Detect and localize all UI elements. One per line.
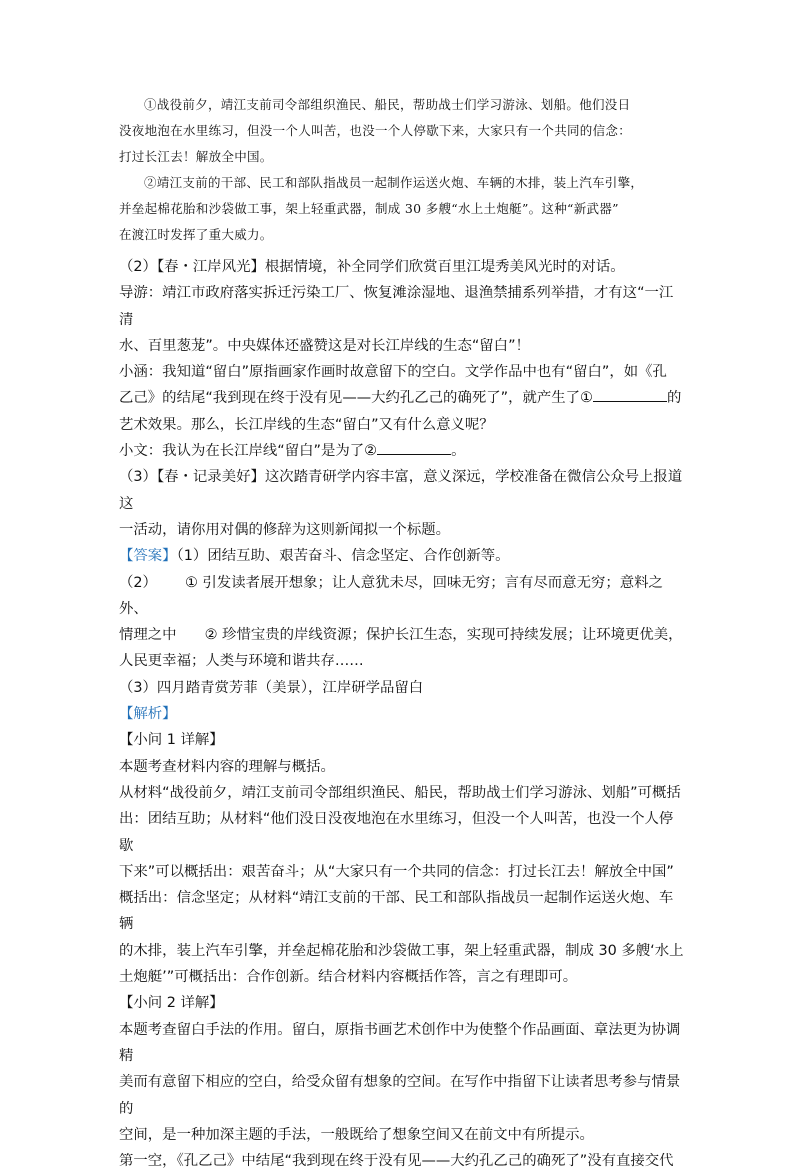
answer-line-1 [119, 543, 685, 569]
analysis-1-line-6: 的木排，装上汽车引擎，并垒起棉花胎和沙袋做工事，架上轻重武器，制成 30 多艘‘水上 [119, 942, 684, 959]
guide-line-1: 导游：靖江市政府落实拆迁污染工厂、恢复滩涂湿地、退渔禁捕系列举措，才有这“一江清 [119, 285, 674, 328]
question-3-line-2: 一活动，请你用对偶的修辞为这则新闻拟一个标题。 [119, 521, 450, 538]
xiaohan-line-3: 艺术效果。那么，长江岸线的生态“留白”又有什么意义呢？ [119, 416, 494, 433]
answer-2-part-1-end: 情理之中 [119, 627, 177, 644]
answer-3: （3）四月踏青赏芳菲（美景），江岸研学品留白 [119, 679, 424, 696]
analysis-1-line-7: 土炮艇’”可概括出：合作创新。结合材料内容概括作答，言之有理即可。 [119, 969, 578, 986]
material-excerpt [119, 92, 679, 248]
answer-2-line-3: 人民更幸福；人类与环境和谐共存…… [119, 653, 364, 670]
xiaowen-end: 。 [451, 443, 466, 460]
analysis-sub-2-heading: 【小问 2 详解】 [119, 995, 224, 1012]
analysis-1-line-1: 本题考查材料内容的理解与概括。 [119, 758, 335, 775]
xiaowen-text: 小文：我认为在长江岸线“留白”是为了② [119, 443, 378, 460]
analysis-label: 【解析】 [119, 706, 177, 723]
analysis-1-line-5: 概括出：信念坚定；从材料“靖江支前的干部、民工和部队指战员一起制作运送火炮、车辆 [119, 890, 674, 933]
analysis-2-line-3: 空间，是一种加深主题的手法，一般既给了想象空间又在前文中有所提示。 [119, 1126, 594, 1143]
analysis-2-line-2: 美而有意留下相应的空白，给受众留有想象的空间。在写作中指留下让读者思考参与情景的 [119, 1074, 681, 1117]
question-and-answer-body [119, 254, 685, 1174]
analysis-2-line-4: 第一空，《孔乙己》中结尾“我到现在终于没有见——大约孔乙己的确死了”没有直接交代 [119, 1153, 674, 1170]
answer-label: 【答案】 [119, 548, 177, 565]
analysis-1-line-2: 从材料“战役前夕，靖江支前司令部组织渔民、船民，帮助战士们学习游泳、划船”可概括 [119, 784, 681, 801]
xiaohan-line-2-end: 的 [666, 390, 682, 407]
material-2-line-2: 并垒起棉花胎和沙袋做工事，架上轻重武器，制成 30 多艘“水上土炮艇”。这种“新武器” [119, 201, 619, 216]
material-1-line-2: 没夜地泡在水里练习，但没一个人叫苦，也没一个人停歇下来，大家只有一个共同的信念： [119, 123, 632, 138]
analysis-1-line-4: 下来”可以概括出：艰苦奋斗；从“大家只有一个共同的信念：打过长江去！解放全中国” [119, 863, 674, 880]
answer-2-line-1 [119, 570, 685, 623]
question-3-line-1: （3）【春・记录美好】这次踏青研学内容丰富，意义深远，学校准备在微信公众号上报道这 [119, 469, 683, 512]
analysis-2-line-1: 本题考查留白手法的作用。留白，原指书画艺术创作中为使整个作品画面、章法更为协调精 [119, 1021, 681, 1064]
analysis-1-line-3: 出：团结互助；从材料“他们没日没夜地泡在水里练习，但没一个人叫苦，也没一个人停歇 [119, 811, 674, 854]
answer-2-line-2 [119, 622, 685, 648]
xiaohan-line-2-text: 乙己》的结尾“我到现在终于没有见——大约孔乙己的确死了”，就产生了① [119, 390, 593, 407]
xiaowen-line [119, 438, 685, 464]
answer-2-part-2: ② 珍惜宝贵的岸线资源；保护长江生态，实现可持续发展；让环境更优美， [204, 627, 683, 644]
guide-line-2: 水、百里葱茏”。中央媒体还盛赞这是对长江岸线的生态“留白”！ [119, 337, 530, 354]
analysis-sub-1-heading: 【小问 1 详解】 [119, 732, 224, 749]
xiaohan-line-2 [119, 385, 685, 411]
xiaohan-line-1: 小涵：我知道“留白”原指画家作画时故意留下的空白。文学作品中也有“留白”，如《孔 [119, 364, 667, 381]
blank-1 [593, 387, 667, 402]
material-1-line-3: 打过长江去！解放全中国。 [119, 149, 273, 164]
material-2-line-3: 在渡江时发挥了重大威力。 [119, 227, 273, 242]
answer-2-number: （2） [119, 574, 157, 591]
question-2-stem: （2）【春・江岸风光】根据情境，补全同学们欣赏百里江堤秀美风光时的对话。 [119, 259, 625, 275]
material-1-line-1: ①战役前夕，靖江支前司令部组织渔民、船民，帮助战士们学习游泳、划船。他们没日 [144, 97, 631, 112]
blank-2 [377, 440, 451, 455]
material-2-line-1: ②靖江支前的干部、民工和部队指战员一起制作运送火炮、车辆的木排，装上汽车引擎， [144, 175, 644, 190]
answer-1: （1）团结互助、艰苦奋斗、信念坚定、合作创新等。 [176, 548, 510, 565]
answer-2-part-1: ① 引发读者展开想象；让人意犹未尽，回味无穷；言有尽而意无穷；意料之外、 [119, 574, 663, 617]
